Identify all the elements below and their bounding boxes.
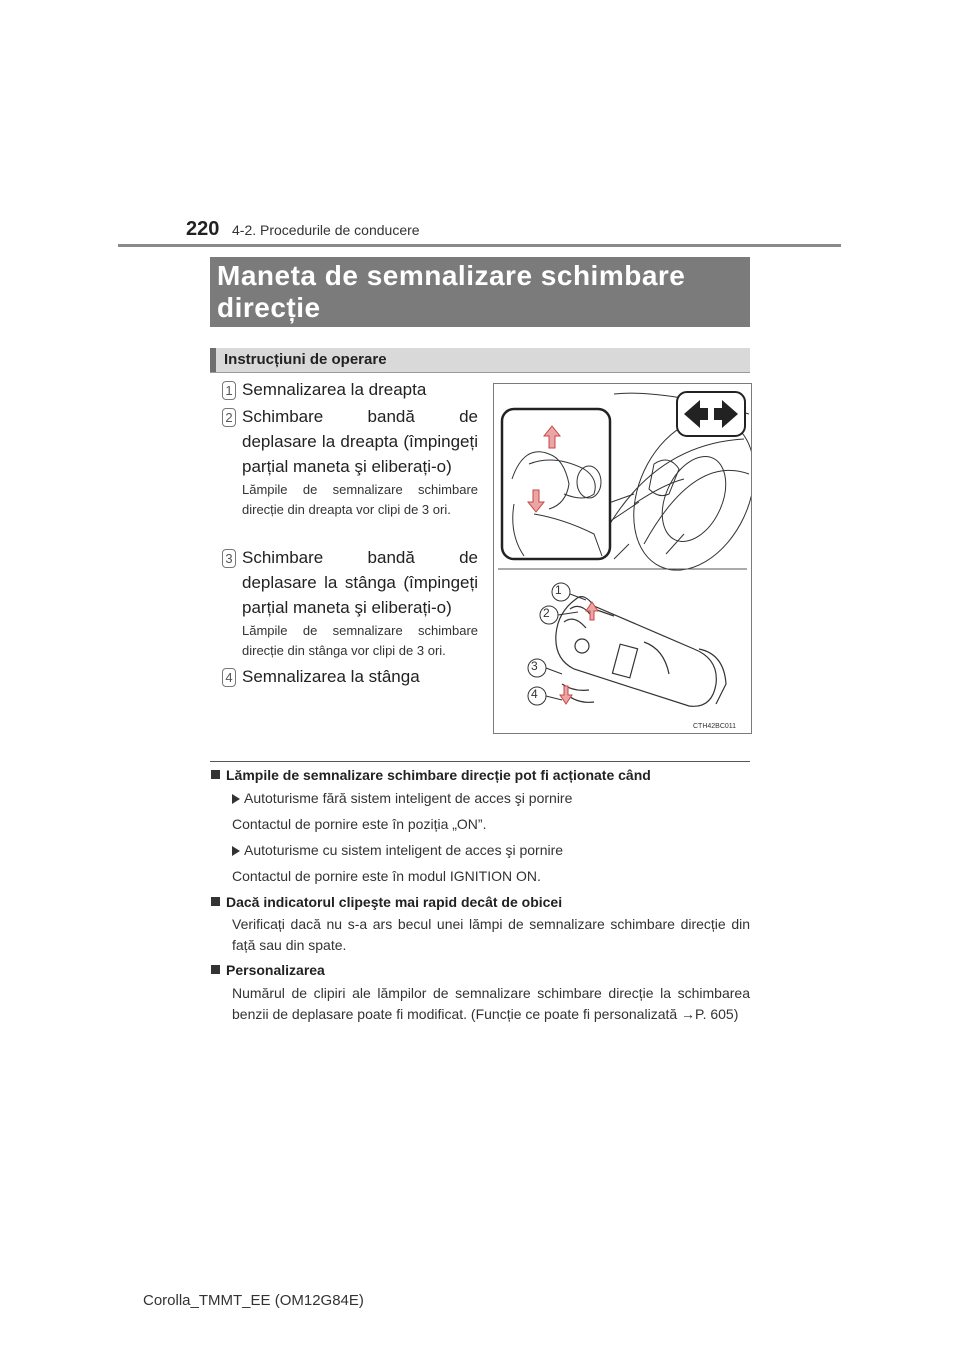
arrow-bullet-icon [232, 794, 240, 804]
note-body: Numărul de clipiri ale lămpilor de semnalizare schimbare direcție la schimbarea benzii de deplasare poate fi modificat. (Funcție ce poate fi personalizată →P. 605) [232, 985, 750, 1022]
item-number-badge: 3 [222, 549, 236, 568]
header-rule [118, 244, 841, 247]
item-note: Lămpile de semnalizare schimbare direcție din dreapta vor clipi de 3 ori. [242, 482, 478, 517]
note-heading-text: Personalizarea [226, 962, 325, 978]
item-text: Semnalizarea la stânga [242, 667, 420, 686]
condition-line [232, 790, 572, 806]
callout-label-4: 4 [531, 687, 538, 701]
arrow-bullet-icon [232, 846, 240, 856]
turn-signal-illustration [493, 383, 752, 734]
title-banner [210, 257, 750, 327]
figure-code: CTH42BC011 [693, 723, 737, 730]
note-heading-fast-blink [211, 894, 562, 910]
square-bullet-icon [211, 770, 220, 779]
note-body: Verificați dacă nu s-a ars becul unei lămpi de semnalizare schimbare direcție din față sau din spate. [232, 916, 750, 953]
callout-label-3: 3 [531, 659, 538, 673]
note-body: Contactul de pornire este în poziția „ON”. [232, 816, 487, 832]
square-bullet-icon [211, 965, 220, 974]
item-note: Lămpile de semnalizare schimbare direcție din stânga vor clipi de 3 ori. [242, 623, 478, 658]
page-title: Maneta de semnalizare schimbare direcție [217, 260, 686, 323]
illustration-drawing [494, 384, 751, 733]
item-number-badge: 1 [222, 381, 236, 400]
note-body: Contactul de pornire este în modul IGNITION ON. [232, 868, 541, 884]
subheading-rule [210, 372, 750, 373]
notes-rule [210, 761, 750, 762]
note-heading-text: Lămpile de semnalizare schimbare direcție pot fi acționate când [226, 767, 651, 783]
note-heading-operation [211, 767, 651, 783]
note-heading-customization [211, 962, 325, 978]
item-text: Semnalizarea la dreapta [242, 380, 427, 399]
condition-text: Autoturisme fără sistem inteligent de acces şi pornire [244, 790, 573, 806]
square-bullet-icon [211, 897, 220, 906]
callout-label-1: 1 [555, 583, 562, 597]
breadcrumb: 4-2. Procedurile de conducere [232, 222, 420, 238]
subheading-accent [210, 348, 216, 372]
condition-line [232, 842, 563, 858]
callout-label-2: 2 [543, 606, 550, 620]
note-heading-text: Dacă indicatorul clipeşte mai rapid decât de obicei [226, 894, 563, 910]
section-subheading [210, 348, 750, 372]
item-text: Schimbare bandă de deplasare la stânga (împingeți parțial maneta şi eliberați-o) [242, 548, 478, 617]
subheading-label: Instrucțiuni de operare [224, 351, 387, 368]
item-number-badge: 4 [222, 668, 236, 687]
page-number: 220 [186, 218, 220, 240]
footer-model-code: Corolla_TMMT_EE (OM12G84E) [143, 1292, 364, 1309]
item-number-badge: 2 [222, 408, 236, 427]
item-text: Schimbare bandă de deplasare la dreapta (împingeți parțial maneta şi eliberați-o) [242, 407, 478, 476]
condition-text: Autoturisme cu sistem inteligent de acces şi pornire [244, 842, 564, 858]
